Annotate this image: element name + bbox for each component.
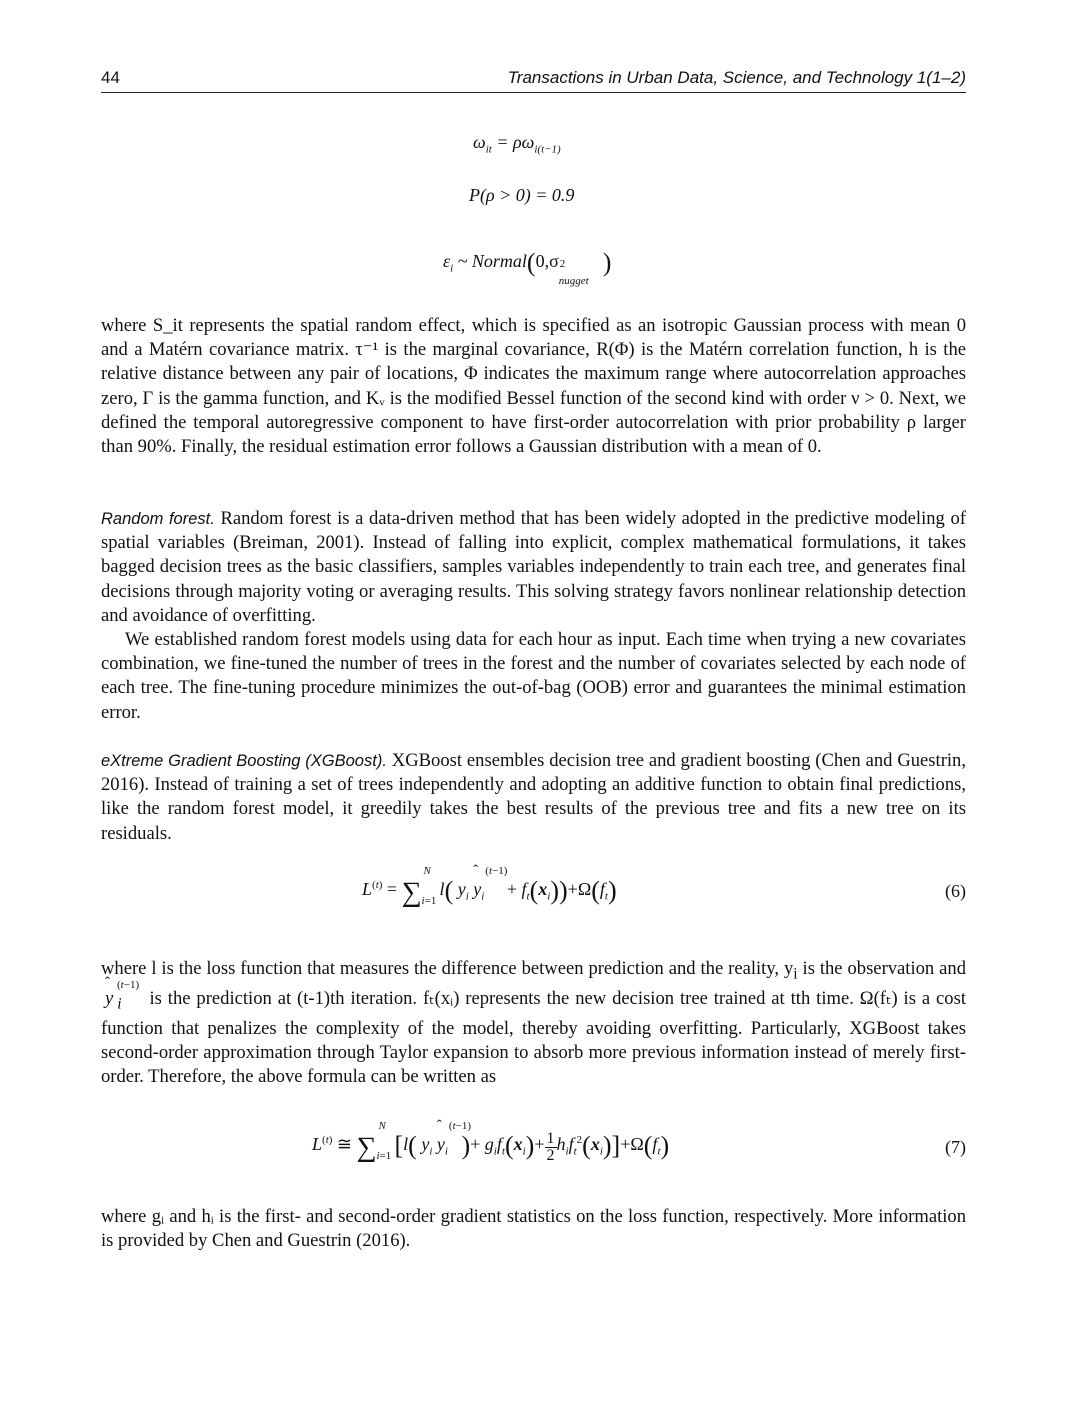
equation-7-number: (7) [945,1137,966,1157]
eq-eps-normal: ~ Normal [453,251,527,271]
eq-omega-lhs-sub: it [485,143,492,156]
equation-omega [473,132,561,156]
equation-7: $L^{(t)}$ ≅ ∑ N i=1 [l( $y_i$ y ˆ (t−1) $_i$ )+ $g_if_t(x_i)+$ 1 $2h_if_t^2(x_i)]+\Omega(f_t)$ [312,1118,670,1164]
paragraph-spatial-effect: where S_it represents the spatial random effect, which is specified as an isotropic Gaussian process with mean 0 and a Matérn covariance matrix. τ⁻¹ is the marginal covariance, R(Φ) is the Matérn correlation function, h is the relative distance between any pair of locations, Φ indicates the maximum range where autocorrelation approaches zero, Γ is the gamma function, and Kᵥ is the modified Bessel function of the second kind with order ν > 0. Next, we defined the temporal autoregressive component to have first-order autocorrelation with prior probability ρ larger than 90%. Finally, the residual estimation error follows a Gaussian distribution with a mean of 0. [101,315,966,458]
section-random-forest [101,507,966,725]
loss-text-c: is the prediction at (t-1)th iteration. fₜ(xᵢ) represents the new decision tree trained at tth time. Ω(fₜ) is a cost function that penalizes the complexity of the model, thereby avoiding overfitting. Particularly, XGBoost takes second-order approximation through Taylor expansion to absorb more previous information instead of merely first-order. Therefore, the above formula can be written as [101,987,966,1088]
page-number: 44 [101,68,120,87]
eq-omega-rhs-sub: i(t−1) [534,143,561,156]
eq-eps-args: 0,σ [535,251,559,271]
section-xgboost [101,749,966,846]
equation-6: $L^{(t)}$ = ∑ N i=1 l( $y_i$ y ˆ (t−1) $_i$ + $f_t(x_i))+\Omega(f_t)$ [362,863,617,908]
equation-epsilon: $\varepsilon_i$ ~ Normal(0,σ 2 nugget ) [443,248,612,287]
paragraph-loss-function: where l is the loss function that measures the difference between prediction and the reality, $y_i$ is the observation and y ˆ (t−1) $_i$ is the prediction at (t-1)th iteration. fₜ(xᵢ) represents the new decision tree trained at tth time. Ω(fₜ) is a cost function that penalizes the complexity of the model, thereby avoiding overfitting. Particularly, XGBoost takes second-order approximation through Taylor expansion to absorb more previous information instead of merely first-order. Therefore, the above formula can be written as [101,958,966,1088]
random-forest-text: Random forest is a data-driven method that has been widely adopted in the predictive modeling of spatial variables (Breiman, 2001). Instead of falling into explicit, complex mathematical formulations, it takes bagged decision trees as the basic classifiers, samples variables independently to train each tree, and generates final decisions through majority voting or averaging results. This solving strategy favors nonlinear relationship detection and avoidance of overfitting. [101,508,966,626]
loss-text-b: is the observation and [797,958,966,979]
equation-6-number: (6) [945,881,966,901]
eq-prob: P(ρ > 0) = 0.9 [469,185,575,205]
eq-eps-lhs: ε [443,251,451,271]
heading-random-forest: Random forest. [101,510,215,528]
heading-xgboost: eXtreme Gradient Boosting (XGBoost). [101,752,387,770]
eq-eps-sup: 2 [559,258,566,270]
eq-omega-rhs: = ρω [496,132,535,152]
eq-eps-sub: i [450,262,454,275]
equation-prior-probability [469,185,574,206]
paragraph-gradient-statistics: where gᵢ and hᵢ is the first- and second-order gradient statistics on the loss function, respectively. More information is provided by Chen and Guestrin (2016). [101,1206,966,1252]
xgboost-text: XGBoost ensembles decision tree and gradient boosting (Chen and Guestrin, 2016). Instead of training a set of trees independently and adopting an additive function to obtain final predictions, like the random forest model, it greedily takes the best results of the previous tree and fits a new tree on its residuals. [101,750,966,844]
random-forest-text-2: We established random forest models using data for each hour as input. Each time when trying a new covariates combination, we fine-tuned the number of trees in the forest and the number of covariates selected by each node of each tree. The fine-tuning procedure minimizes the out-of-bag (OOB) error and guarantees the minimal estimation error. [101,629,966,723]
loss-text-a: where l is the loss function that measures the difference between prediction and the reality, y [101,958,794,979]
running-header [101,66,966,93]
journal-title: Transactions in Urban Data, Science, and Technology 1(1–2) [507,68,966,87]
eq-omega-lhs: ω [473,132,486,152]
eq-eps-nugget: nugget [558,275,589,287]
